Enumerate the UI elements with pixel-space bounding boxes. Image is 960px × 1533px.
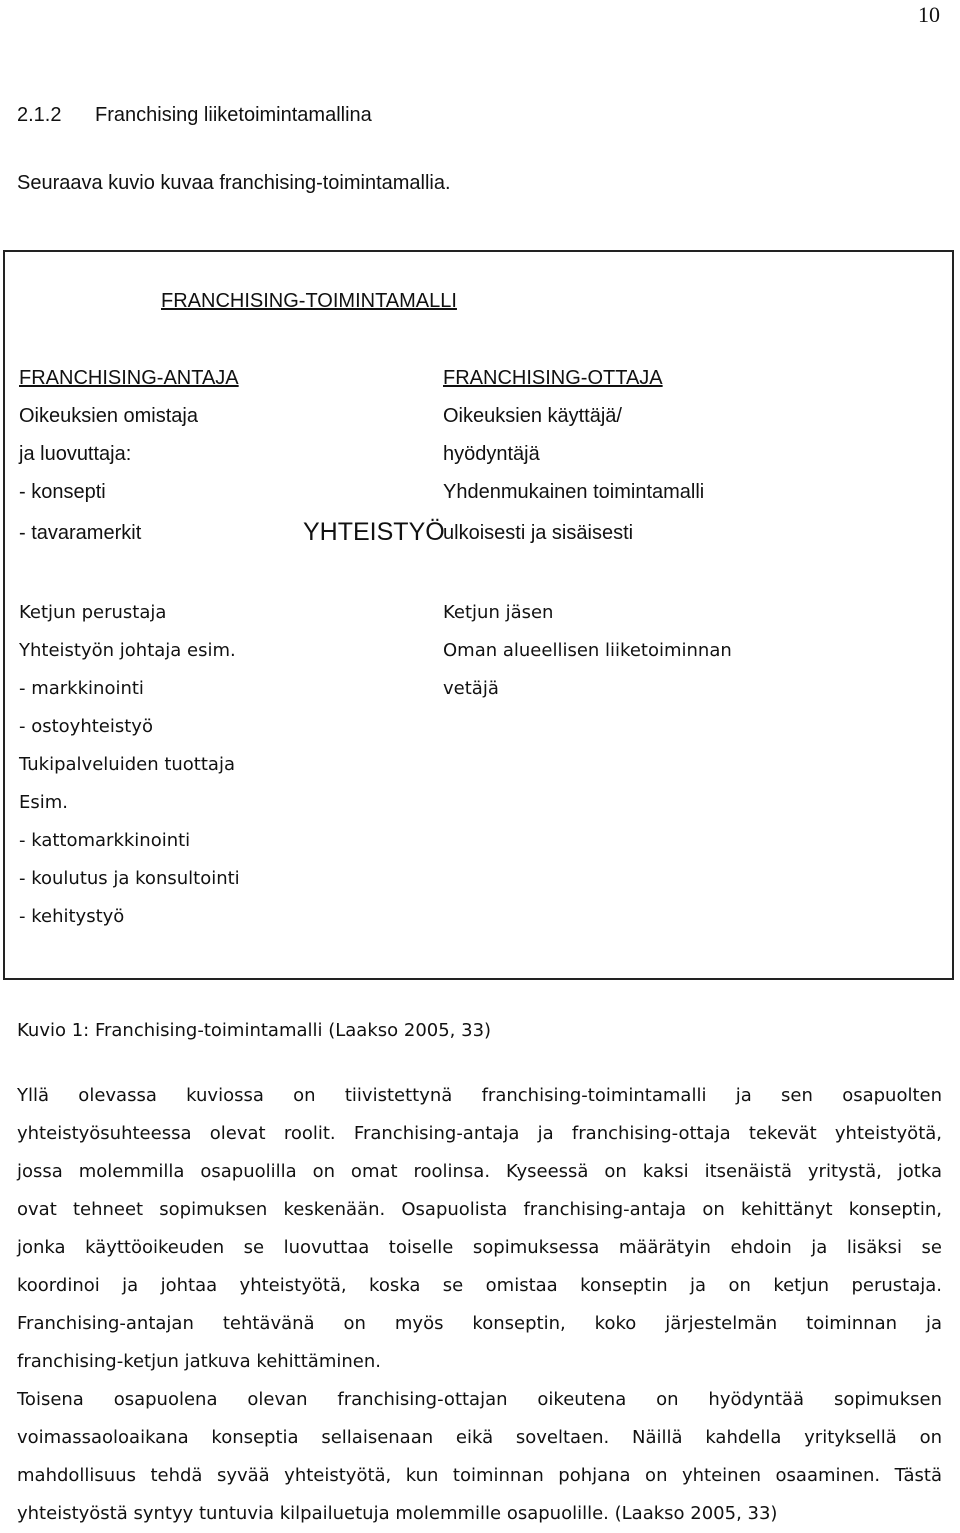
chain-founder-line: - kattomarkkinointi bbox=[19, 830, 191, 851]
paragraph-line: ovat tehneet sopimuksen keskenään. Osapuolista franchising-antaja on kehittänyt konseptin, bbox=[17, 1199, 942, 1220]
franchisor-heading: FRANCHISING-ANTAJA bbox=[19, 367, 239, 389]
figure-title: FRANCHISING-TOIMINTAMALLI bbox=[161, 290, 457, 312]
intro-text: Seuraava kuvio kuvaa franchising-toimintamallia. bbox=[17, 172, 451, 194]
chain-member-line: vetäjä bbox=[443, 678, 499, 699]
paragraph-line: franchising-ketjun jatkuva kehittäminen. bbox=[17, 1351, 381, 1372]
chain-founder-line: - ostoyhteistyö bbox=[19, 716, 153, 737]
section-title: Franchising liiketoimintamallina bbox=[95, 104, 372, 126]
franchising-model-figure bbox=[3, 250, 954, 980]
paragraph-line: jonka käyttöoikeuden se luovuttaa toiselle sopimuksessa määrätyin ehdoin ja lisäksi se bbox=[17, 1237, 942, 1258]
section-number: 2.1.2 bbox=[17, 104, 62, 126]
page-number: 10 bbox=[918, 2, 940, 27]
franchisee-line: Oikeuksien käyttäjä/ bbox=[443, 405, 622, 427]
paragraph-line: Franchising-antajan tehtävänä on myös konseptin, koko järjestelmän toiminnan ja bbox=[17, 1313, 942, 1334]
paragraph-1 bbox=[17, 1077, 942, 1381]
paragraph-line: yhteistyösuhteessa olevat roolit. Franchising-antaja ja franchising-ottaja tekevät yhteistyötä, bbox=[17, 1123, 942, 1144]
chain-founder-line: Tukipalveluiden tuottaja bbox=[19, 754, 235, 775]
chain-member-line: Ketjun jäsen bbox=[443, 602, 554, 623]
franchisor-line: Oikeuksien omistaja bbox=[19, 405, 198, 427]
paragraph-line: Toisena osapuolena olevan franchising-ottajan oikeutena on hyödyntää sopimuksen bbox=[17, 1389, 942, 1410]
chain-founder-line: Ketjun perustaja bbox=[19, 602, 167, 623]
chain-member-line: Oman alueellisen liiketoiminnan bbox=[443, 640, 732, 661]
franchisee-heading: FRANCHISING-OTTAJA bbox=[443, 367, 663, 389]
paragraph-line: koordinoi ja johtaa yhteistyötä, koska se omistaa konseptin ja on ketjun perustaja. bbox=[17, 1275, 942, 1296]
figure-caption: Kuvio 1: Franchising-toimintamalli (Laakso 2005, 33) bbox=[17, 1020, 492, 1041]
franchisee-line: ulkoisesti ja sisäisesti bbox=[443, 522, 634, 544]
chain-founder-line: - koulutus ja konsultointi bbox=[19, 868, 240, 889]
chain-founder-line: Yhteistyön johtaja esim. bbox=[19, 640, 236, 661]
paragraph-line: Yllä olevassa kuviossa on tiivistettynä franchising-toimintamalli ja sen osapuolten bbox=[17, 1085, 942, 1106]
section-heading bbox=[17, 104, 372, 127]
franchisee-line: hyödyntäjä bbox=[443, 443, 540, 465]
paragraph-line: yhteistyöstä syntyy tuntuvia kilpailuetuja molemmille osapuolille. (Laakso 2005, 33) bbox=[17, 1503, 778, 1524]
cooperation-label: YHTEISTYÖ bbox=[303, 518, 445, 546]
paragraph-2 bbox=[17, 1381, 942, 1533]
franchisor-line: - konsepti bbox=[19, 481, 106, 503]
franchisee-line: Yhdenmukainen toimintamalli bbox=[443, 481, 705, 503]
franchisor-line: - tavaramerkit bbox=[19, 522, 142, 544]
paragraph-line: mahdollisuus tehdä syvää yhteistyötä, kun toiminnan pohjana on yhteinen osaaminen. Tästä bbox=[17, 1465, 942, 1486]
franchisor-line: ja luovuttaja: bbox=[19, 443, 132, 465]
chain-founder-line: - markkinointi bbox=[19, 678, 144, 699]
paragraph-line: voimassaoloaikana konseptia sellaisenaan eikä soveltaen. Näillä kahdella yrityksellä on bbox=[17, 1427, 942, 1448]
chain-founder-line: Esim. bbox=[19, 792, 69, 813]
chain-founder-line: - kehitystyö bbox=[19, 906, 125, 927]
paragraph-line: jossa molemmilla osapuolilla on omat roolinsa. Kyseessä on kaksi itsenäistä yritystä, jotka bbox=[17, 1161, 942, 1182]
